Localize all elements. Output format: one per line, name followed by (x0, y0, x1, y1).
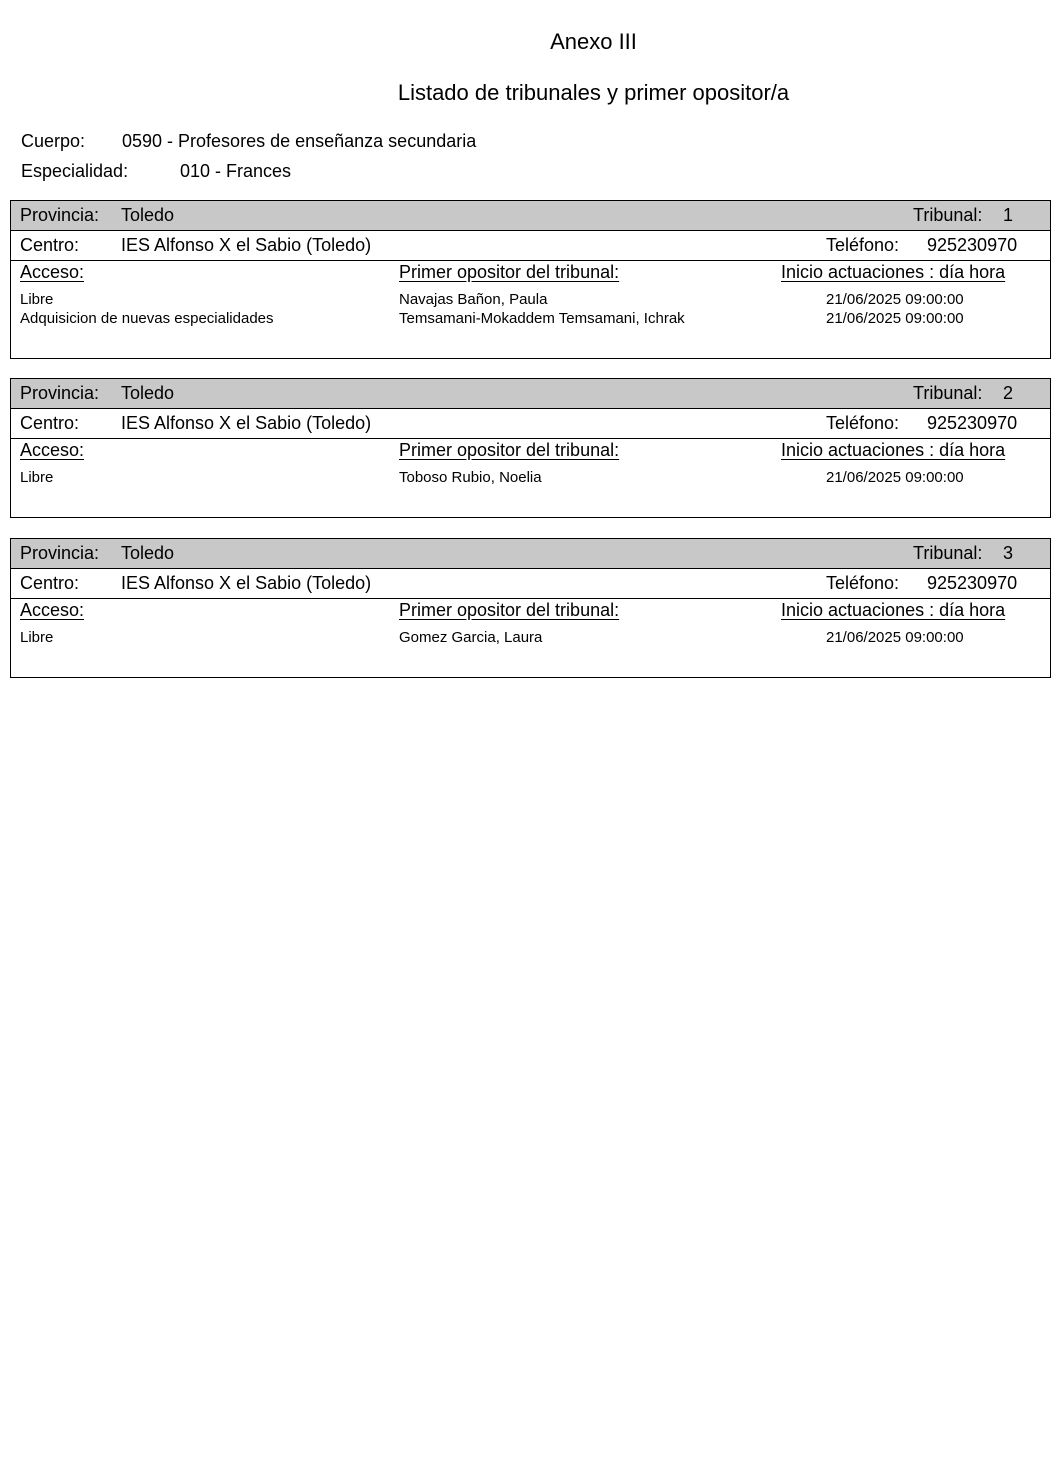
opositor-value: Toboso Rubio, Noelia (399, 469, 542, 486)
centro-label: Centro: (20, 413, 80, 433)
centro-label: Centro: (20, 235, 80, 255)
provincia-label: Provincia: (20, 383, 100, 403)
acceso-header: Acceso: (20, 440, 85, 460)
fecha-value: 21/06/2025 09:00:00 (826, 310, 964, 327)
provincia-row (11, 201, 1050, 231)
centro-label: Centro: (20, 573, 80, 593)
entries-list (11, 291, 1050, 329)
telefono-value: 925230970 (927, 573, 1018, 593)
acceso-value: Libre (20, 291, 54, 308)
tribunal-label: Tribunal: (913, 205, 983, 225)
inicio-header: Inicio actuaciones : día hora (781, 262, 1006, 282)
entries-list (11, 629, 1050, 648)
tribunal-number: 1 (1003, 205, 1014, 225)
centro-value: IES Alfonso X el Sabio (Toledo) (121, 413, 372, 433)
inicio-header: Inicio actuaciones : día hora (781, 600, 1006, 620)
tribunal-label: Tribunal: (913, 383, 983, 403)
cuerpo-label: Cuerpo: (21, 131, 86, 151)
centro-value: IES Alfonso X el Sabio (Toledo) (121, 573, 372, 593)
provincia-value: Toledo (121, 383, 175, 403)
primer-opositor-header: Primer opositor del tribunal: (399, 600, 620, 620)
telefono-label: Teléfono: (826, 235, 900, 255)
telefono-label: Teléfono: (826, 573, 900, 593)
acceso-value: Libre (20, 469, 54, 486)
provincia-value: Toledo (121, 205, 175, 225)
list-item (11, 629, 1050, 648)
provincia-label: Provincia: (20, 205, 100, 225)
list-item (11, 291, 1050, 310)
column-headers (11, 261, 1050, 291)
fecha-value: 21/06/2025 09:00:00 (826, 291, 964, 308)
acceso-header: Acceso: (20, 600, 85, 620)
telefono-value: 925230970 (927, 235, 1018, 255)
centro-row (11, 409, 1050, 439)
centro-row (11, 569, 1050, 599)
entries-list (11, 469, 1050, 488)
column-headers (11, 599, 1050, 629)
telefono-value: 925230970 (927, 413, 1018, 433)
tribunal-block (10, 378, 1051, 518)
tribunal-number: 2 (1003, 383, 1014, 403)
tribunal-number: 3 (1003, 543, 1014, 563)
provincia-row (11, 539, 1050, 569)
opositor-value: Navajas Bañon, Paula (399, 291, 548, 308)
primer-opositor-header: Primer opositor del tribunal: (399, 440, 620, 460)
opositor-value: Gomez Garcia, Laura (399, 629, 543, 646)
cuerpo-value: 0590 - Profesores de enseñanza secundaria (122, 131, 477, 151)
acceso-value: Adquisicion de nuevas especialidades (20, 310, 274, 327)
list-item (11, 310, 1050, 329)
telefono-label: Teléfono: (826, 413, 900, 433)
centro-row (11, 231, 1050, 261)
acceso-value: Libre (20, 629, 54, 646)
especialidad-label: Especialidad: (21, 161, 129, 181)
column-headers (11, 439, 1050, 469)
document-subtitle: Listado de tribunales y primer opositor/a (397, 80, 790, 105)
primer-opositor-header: Primer opositor del tribunal: (399, 262, 620, 282)
tribunal-block (10, 200, 1051, 359)
opositor-value: Temsamani-Mokaddem Temsamani, Ichrak (399, 310, 685, 327)
fecha-value: 21/06/2025 09:00:00 (826, 629, 964, 646)
list-item (11, 469, 1050, 488)
document-title: Anexo III (550, 29, 637, 54)
acceso-header: Acceso: (20, 262, 85, 282)
tribunal-label: Tribunal: (913, 543, 983, 563)
provincia-row (11, 379, 1050, 409)
especialidad-value: 010 - Frances (180, 161, 292, 181)
inicio-header: Inicio actuaciones : día hora (781, 440, 1006, 460)
tribunal-block (10, 538, 1051, 678)
centro-value: IES Alfonso X el Sabio (Toledo) (121, 235, 372, 255)
provincia-value: Toledo (121, 543, 175, 563)
fecha-value: 21/06/2025 09:00:00 (826, 469, 964, 486)
provincia-label: Provincia: (20, 543, 100, 563)
